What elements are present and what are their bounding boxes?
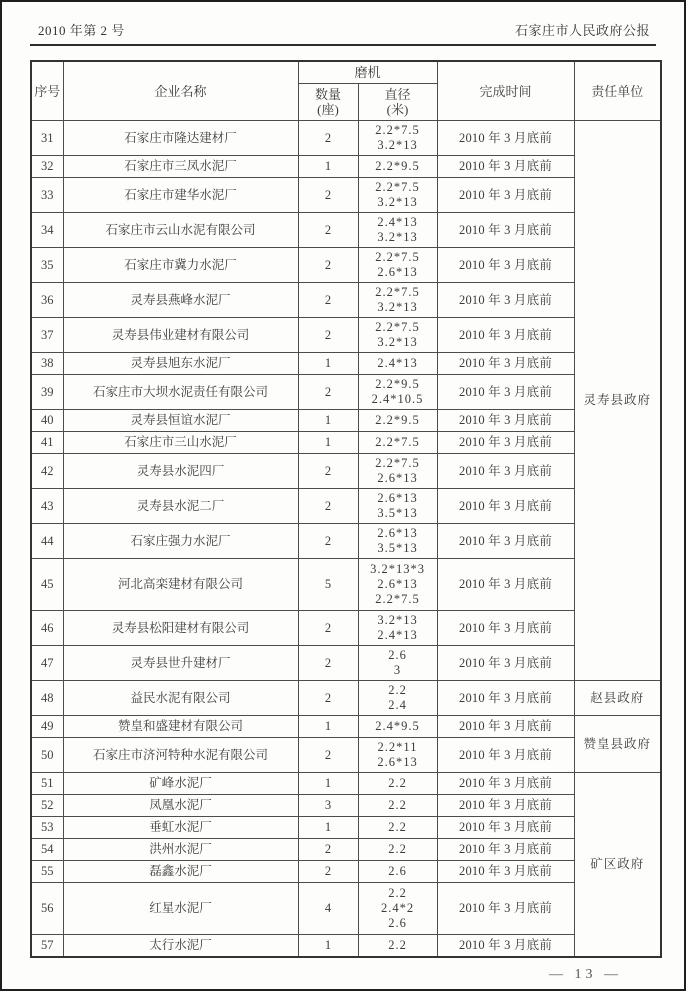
mill-diameter: [358, 375, 437, 410]
mill-diameter: [358, 681, 437, 716]
col-header-index: 序号: [31, 61, 63, 121]
enterprise-name: 灵寿县松阳建材有限公司: [63, 611, 298, 646]
mill-diameter: [358, 410, 437, 432]
mill-quantity: 2: [298, 213, 358, 248]
responsible-unit: 矿区政府: [574, 773, 661, 957]
mill-quantity: 1: [298, 935, 358, 957]
mill-quantity: 2: [298, 283, 358, 318]
completion-time: 2010 年 3 月底前: [437, 839, 574, 861]
enterprise-name: 凤凰水泥厂: [63, 795, 298, 817]
mill-quantity: 1: [298, 410, 358, 432]
enterprise-name: 石家庄市大坝水泥责任有限公司: [63, 375, 298, 410]
page-number: — 13 —: [549, 966, 622, 982]
table-row: [31, 489, 661, 524]
col-header-mill: 磨机: [298, 61, 437, 84]
diameter-value: 3.2*13: [377, 613, 418, 627]
mill-quantity: 1: [298, 353, 358, 375]
table-row: [31, 248, 661, 283]
completion-time: 2010 年 3 月底前: [437, 861, 574, 883]
diameter-value: 2.2: [388, 820, 407, 834]
mill-diameter: [358, 935, 437, 957]
mill-diameter: [358, 795, 437, 817]
diameter-value: 3.5*13: [377, 506, 418, 520]
diameter-value: 2.2*11: [377, 740, 418, 754]
mill-quantity: 2: [298, 318, 358, 353]
diameter-value: 2.4*13: [377, 628, 418, 642]
bulletin-title: 石家庄市人民政府公报: [514, 23, 650, 38]
table-row: [31, 681, 661, 716]
completion-time: 2010 年 3 月底前: [437, 738, 574, 773]
table-body: [31, 121, 661, 957]
mill-diameter: [358, 646, 437, 681]
diameter-value: 2.2*9.5: [375, 159, 420, 173]
mill-quantity: 2: [298, 178, 358, 213]
diameter-value: 2.2: [388, 683, 407, 697]
table-header: [31, 61, 661, 121]
mill-diameter: [358, 283, 437, 318]
row-index: 41: [31, 432, 63, 454]
enterprise-name: 灵寿县世升建材厂: [63, 646, 298, 681]
diameter-value: 2.6*13: [377, 471, 418, 485]
table-row: [31, 773, 661, 795]
completion-time: 2010 年 3 月底前: [437, 883, 574, 935]
quantity-header-line2: (座): [317, 102, 339, 117]
completion-time: 2010 年 3 月底前: [437, 283, 574, 318]
mill-quantity: 2: [298, 738, 358, 773]
mill-diameter: [358, 738, 437, 773]
row-index: 57: [31, 935, 63, 957]
diameter-value: 2.4*13: [377, 215, 418, 229]
diameter-value: 2.2*7.5: [375, 285, 420, 299]
table-row: [31, 935, 661, 957]
mill-quantity: 2: [298, 611, 358, 646]
table-row: [31, 213, 661, 248]
mill-quantity: 1: [298, 432, 358, 454]
mill-diameter: [358, 454, 437, 489]
issue-number: 2010 年第 2 号: [38, 23, 125, 38]
diameter-value: 3: [393, 663, 402, 677]
enterprise-mill-table: [30, 60, 662, 958]
page-footer: [30, 967, 656, 983]
completion-time: 2010 年 3 月底前: [437, 178, 574, 213]
enterprise-name: 红星水泥厂: [63, 883, 298, 935]
completion-time: 2010 年 3 月底前: [437, 353, 574, 375]
completion-time: 2010 年 3 月底前: [437, 681, 574, 716]
diameter-value: 3.2*13*3: [370, 562, 425, 576]
table-row: [31, 178, 661, 213]
row-index: 53: [31, 817, 63, 839]
completion-time: 2010 年 3 月底前: [437, 716, 574, 738]
completion-time: 2010 年 3 月底前: [437, 432, 574, 454]
mill-diameter: [358, 432, 437, 454]
row-index: 52: [31, 795, 63, 817]
mill-diameter: [358, 156, 437, 178]
enterprise-name: 灵寿县水泥二厂: [63, 489, 298, 524]
enterprise-name: 赞皇和盛建材有限公司: [63, 716, 298, 738]
completion-time: 2010 年 3 月底前: [437, 817, 574, 839]
diameter-value: 2.2*7.5: [375, 180, 420, 194]
mill-quantity: 2: [298, 646, 358, 681]
col-header-diameter: [358, 84, 437, 121]
row-index: 37: [31, 318, 63, 353]
table-row: [31, 795, 661, 817]
enterprise-name: 河北高栾建材有限公司: [63, 559, 298, 611]
row-index: 47: [31, 646, 63, 681]
mill-quantity: 1: [298, 156, 358, 178]
enterprise-name: 石家庄市隆达建材厂: [63, 121, 298, 156]
diameter-value: 2.4*13: [377, 356, 418, 370]
row-index: 50: [31, 738, 63, 773]
enterprise-name: 石家庄市济河特种水泥有限公司: [63, 738, 298, 773]
table-row: [31, 410, 661, 432]
mill-quantity: 2: [298, 681, 358, 716]
responsible-unit: 赵县政府: [574, 681, 661, 716]
diameter-value: 2.6*13: [377, 265, 418, 279]
mill-diameter: [358, 839, 437, 861]
mill-diameter: [358, 248, 437, 283]
diameter-value: 2.2: [388, 842, 407, 856]
row-index: 56: [31, 883, 63, 935]
col-header-unit: 责任单位: [574, 61, 661, 121]
enterprise-name: 灵寿县恒谊水泥厂: [63, 410, 298, 432]
enterprise-name: 灵寿县旭东水泥厂: [63, 353, 298, 375]
row-index: 36: [31, 283, 63, 318]
row-index: 40: [31, 410, 63, 432]
table-row: [31, 839, 661, 861]
enterprise-name: 石家庄市三凤水泥厂: [63, 156, 298, 178]
diameter-value: 2.2*9.5: [375, 413, 420, 427]
mill-quantity: 5: [298, 559, 358, 611]
diameter-value: 3.2*13: [377, 335, 418, 349]
table-row: [31, 283, 661, 318]
table-row: [31, 375, 661, 410]
row-index: 31: [31, 121, 63, 156]
bulletin-page: [2, 2, 684, 983]
table-row: [31, 817, 661, 839]
completion-time: 2010 年 3 月底前: [437, 213, 574, 248]
mill-diameter: [358, 883, 437, 935]
diameter-value: 2.2*9.5: [375, 377, 420, 391]
mill-diameter: [358, 178, 437, 213]
row-index: 45: [31, 559, 63, 611]
diameter-value: 3.2*13: [377, 195, 418, 209]
mill-quantity: 1: [298, 716, 358, 738]
mill-quantity: 2: [298, 839, 358, 861]
diameter-value: 2.2: [388, 798, 407, 812]
mill-diameter: [358, 353, 437, 375]
mill-quantity: 2: [298, 375, 358, 410]
diameter-value: 2.6: [388, 648, 407, 662]
completion-time: 2010 年 3 月底前: [437, 773, 574, 795]
completion-time: 2010 年 3 月底前: [437, 248, 574, 283]
diameter-value: 2.6*13: [377, 755, 418, 769]
row-index: 33: [31, 178, 63, 213]
mill-quantity: 1: [298, 773, 358, 795]
row-index: 32: [31, 156, 63, 178]
row-index: 34: [31, 213, 63, 248]
row-index: 44: [31, 524, 63, 559]
row-index: 54: [31, 839, 63, 861]
table-row: [31, 121, 661, 156]
col-header-deadline: 完成时间: [437, 61, 574, 121]
completion-time: 2010 年 3 月底前: [437, 611, 574, 646]
mill-diameter: [358, 773, 437, 795]
diameter-value: 3.2*13: [377, 230, 418, 244]
completion-time: 2010 年 3 月底前: [437, 318, 574, 353]
table-row: [31, 454, 661, 489]
completion-time: 2010 年 3 月底前: [437, 121, 574, 156]
mill-diameter: [358, 559, 437, 611]
diameter-value: 2.2*7.5: [375, 456, 420, 470]
diameter-value: 2.2: [388, 937, 407, 952]
completion-time: 2010 年 3 月底前: [437, 559, 574, 611]
mill-quantity: 2: [298, 861, 358, 883]
header-rule: [30, 44, 656, 46]
enterprise-name: 矿峰水泥厂: [63, 773, 298, 795]
mill-quantity: 2: [298, 454, 358, 489]
diameter-value: 2.2*7.5: [375, 250, 420, 264]
table-row: [31, 738, 661, 773]
table-row: [31, 861, 661, 883]
enterprise-name: 灵寿县伟业建材有限公司: [63, 318, 298, 353]
diameter-value: 2.2: [388, 776, 407, 790]
row-index: 46: [31, 611, 63, 646]
table-row: [31, 432, 661, 454]
enterprise-name: 益民水泥有限公司: [63, 681, 298, 716]
row-index: 42: [31, 454, 63, 489]
enterprise-name: 石家庄市云山水泥有限公司: [63, 213, 298, 248]
diameter-value: 2.4: [388, 698, 407, 712]
diameter-value: 2.2*7.5: [375, 592, 420, 606]
diameter-value: 2.4*2: [380, 901, 415, 915]
mill-quantity: 1: [298, 817, 358, 839]
completion-time: 2010 年 3 月底前: [437, 375, 574, 410]
responsible-unit: 灵寿县政府: [574, 121, 661, 681]
row-index: 55: [31, 861, 63, 883]
completion-time: 2010 年 3 月底前: [437, 410, 574, 432]
mill-diameter: [358, 489, 437, 524]
table-row: [31, 646, 661, 681]
completion-time: 2010 年 3 月底前: [437, 935, 574, 957]
diameter-value: 2.2*7.5: [375, 435, 420, 449]
diameter-value: 2.6*13: [377, 491, 418, 505]
diameter-value: 2.2*7.5: [375, 320, 420, 334]
diameter-value: 3.5*13: [377, 541, 418, 555]
table-row: [31, 611, 661, 646]
diameter-value: 3.2*13: [377, 138, 418, 152]
table-row: [31, 353, 661, 375]
diameter-header-line1: 直径: [384, 87, 411, 102]
enterprise-name: 石家庄市冀力水泥厂: [63, 248, 298, 283]
row-index: 38: [31, 353, 63, 375]
diameter-value: 2.2*7.5: [375, 123, 420, 137]
completion-time: 2010 年 3 月底前: [437, 454, 574, 489]
enterprise-name: 石家庄市三山水泥厂: [63, 432, 298, 454]
mill-quantity: 3: [298, 795, 358, 817]
mill-quantity: 4: [298, 883, 358, 935]
diameter-value: 2.6: [388, 864, 407, 878]
mill-diameter: [358, 213, 437, 248]
responsible-unit: 赞皇县政府: [574, 716, 661, 773]
row-index: 49: [31, 716, 63, 738]
row-index: 51: [31, 773, 63, 795]
diameter-value: 2.4*10.5: [371, 392, 424, 406]
table-row: [31, 318, 661, 353]
enterprise-name: 磊鑫水泥厂: [63, 861, 298, 883]
table-row: [31, 883, 661, 935]
table-row: [31, 156, 661, 178]
mill-diameter: [358, 121, 437, 156]
diameter-value: 2.4*9.5: [375, 719, 420, 733]
mill-diameter: [358, 318, 437, 353]
diameter-value: 3.2*13: [377, 300, 418, 314]
diameter-value: 2.6*13: [377, 577, 418, 591]
diameter-value: 2.2: [388, 886, 407, 900]
col-header-enterprise: 企业名称: [63, 61, 298, 121]
enterprise-name: 石家庄市建华水泥厂: [63, 178, 298, 213]
quantity-header-line1: 数量: [314, 87, 341, 102]
mill-quantity: 2: [298, 248, 358, 283]
enterprise-name: 太行水泥厂: [63, 935, 298, 957]
diameter-value: 2.6: [388, 916, 407, 930]
diameter-header-line2: (米): [386, 102, 409, 117]
mill-diameter: [358, 817, 437, 839]
enterprise-name: 垂虹水泥厂: [63, 817, 298, 839]
row-index: 48: [31, 681, 63, 716]
enterprise-name: 石家庄强力水泥厂: [63, 524, 298, 559]
mill-diameter: [358, 716, 437, 738]
col-header-quantity: [298, 84, 358, 121]
completion-time: 2010 年 3 月底前: [437, 156, 574, 178]
mill-quantity: 2: [298, 121, 358, 156]
mill-quantity: 2: [298, 524, 358, 559]
diameter-value: 2.6*13: [377, 526, 418, 540]
row-index: 39: [31, 375, 63, 410]
enterprise-name: 灵寿县燕峰水泥厂: [63, 283, 298, 318]
table-row: [31, 524, 661, 559]
mill-diameter: [358, 861, 437, 883]
mill-diameter: [358, 611, 437, 646]
mill-quantity: 2: [298, 489, 358, 524]
row-index: 35: [31, 248, 63, 283]
completion-time: 2010 年 3 月底前: [437, 646, 574, 681]
running-head: [30, 18, 656, 39]
table-row: [31, 716, 661, 738]
mill-diameter: [358, 524, 437, 559]
table-row: [31, 559, 661, 611]
completion-time: 2010 年 3 月底前: [437, 489, 574, 524]
completion-time: 2010 年 3 月底前: [437, 795, 574, 817]
completion-time: 2010 年 3 月底前: [437, 524, 574, 559]
enterprise-name: 洪州水泥厂: [63, 839, 298, 861]
row-index: 43: [31, 489, 63, 524]
enterprise-name: 灵寿县水泥四厂: [63, 454, 298, 489]
